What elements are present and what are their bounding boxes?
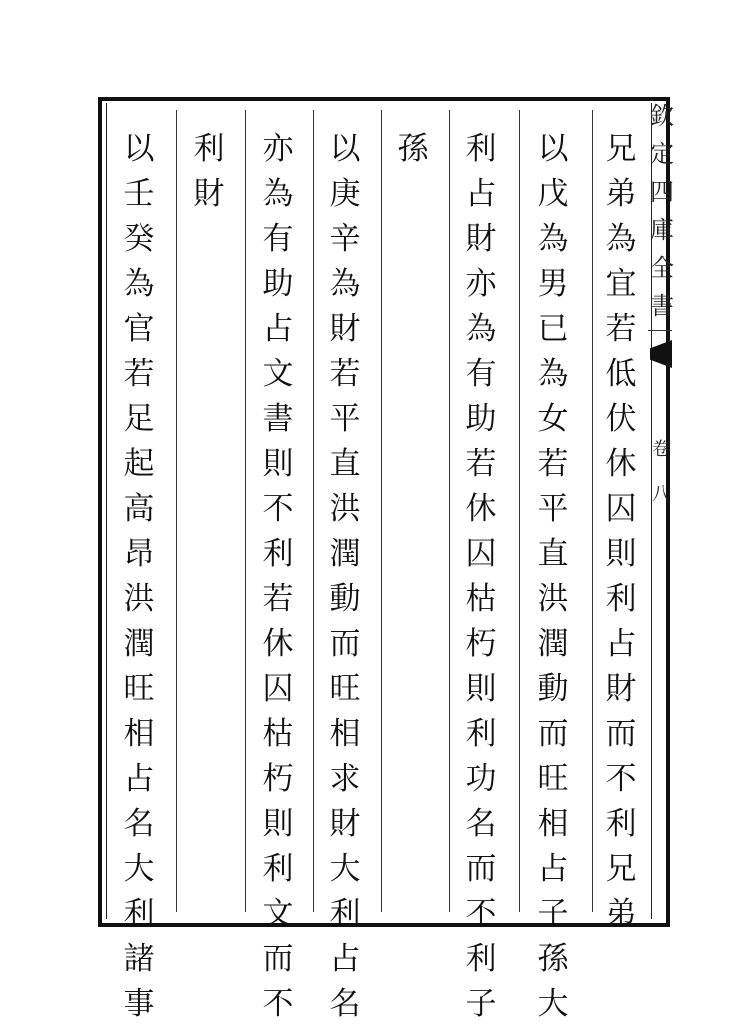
character: 官 <box>123 311 155 347</box>
character: 辛 <box>329 221 361 257</box>
character: 為 <box>537 356 569 392</box>
character: 占 <box>537 851 569 887</box>
spine-character: 庫 <box>650 216 674 244</box>
character: 為 <box>537 221 569 257</box>
character: 利 <box>465 716 497 752</box>
text-column-3 <box>458 131 504 1034</box>
character: 壬 <box>123 176 155 212</box>
character: 不 <box>262 986 294 1022</box>
character: 已 <box>537 311 569 347</box>
character: 潤 <box>329 536 361 572</box>
character: 為 <box>329 266 361 302</box>
character: 休 <box>465 491 497 527</box>
character: 潤 <box>537 626 569 662</box>
character: 宜 <box>605 266 637 302</box>
character: 不 <box>465 896 497 932</box>
character: 名 <box>123 806 155 842</box>
character: 亦 <box>465 266 497 302</box>
character: 財 <box>465 221 497 257</box>
spine-character: 全 <box>650 254 674 282</box>
column-rule <box>245 110 246 912</box>
character: 財 <box>329 806 361 842</box>
character: 枯 <box>465 581 497 617</box>
character: 弟 <box>605 896 637 932</box>
text-column-4 <box>390 131 436 179</box>
character: 為 <box>262 176 294 212</box>
text-column-5 <box>322 131 368 1034</box>
character: 朽 <box>262 761 294 797</box>
character: 若 <box>262 581 294 617</box>
column-rule <box>449 110 450 912</box>
character: 亦 <box>262 131 294 167</box>
character: 則 <box>262 806 294 842</box>
character: 財 <box>329 311 361 347</box>
character: 休 <box>605 446 637 482</box>
character: 而 <box>537 716 569 752</box>
character: 旺 <box>537 761 569 797</box>
character: 休 <box>262 626 294 662</box>
character: 助 <box>262 266 294 302</box>
character: 囚 <box>465 536 497 572</box>
column-rule <box>176 110 177 912</box>
spine-volume <box>650 440 672 530</box>
character: 大 <box>329 851 361 887</box>
character: 若 <box>329 356 361 392</box>
character: 大 <box>537 986 569 1022</box>
character: 低 <box>605 356 637 392</box>
character: 昂 <box>123 536 155 572</box>
character: 洪 <box>537 581 569 617</box>
character: 而 <box>262 941 294 977</box>
column-rule <box>313 110 314 912</box>
character: 不 <box>262 491 294 527</box>
character: 直 <box>537 536 569 572</box>
character: 利 <box>329 896 361 932</box>
character: 有 <box>262 221 294 257</box>
character: 兄 <box>605 131 637 167</box>
text-column-2 <box>530 131 576 1034</box>
character: 以 <box>123 131 155 167</box>
character: 占 <box>465 176 497 212</box>
character: 利 <box>193 131 225 167</box>
character: 囚 <box>605 491 637 527</box>
spine-character: 卷 <box>652 439 670 460</box>
character: 女 <box>537 401 569 437</box>
character: 大 <box>123 851 155 887</box>
character: 動 <box>537 671 569 707</box>
character: 以 <box>537 131 569 167</box>
character: 高 <box>123 491 155 527</box>
character: 戊 <box>537 176 569 212</box>
character: 事 <box>123 986 155 1022</box>
character: 利 <box>605 581 637 617</box>
character: 諸 <box>123 941 155 977</box>
character: 求 <box>329 761 361 797</box>
spine-title <box>648 104 676 332</box>
character: 子 <box>537 896 569 932</box>
character: 若 <box>465 446 497 482</box>
character: 財 <box>193 176 225 212</box>
character: 利 <box>465 941 497 977</box>
character: 若 <box>123 356 155 392</box>
character: 平 <box>537 491 569 527</box>
character: 書 <box>262 401 294 437</box>
character: 功 <box>465 761 497 797</box>
character: 洪 <box>123 581 155 617</box>
character: 文 <box>262 896 294 932</box>
character: 為 <box>605 221 637 257</box>
character: 若 <box>605 311 637 347</box>
spine-character: 四 <box>650 178 674 206</box>
spine-divider <box>648 330 672 331</box>
spine-character: 定 <box>650 140 674 168</box>
character: 男 <box>537 266 569 302</box>
character: 旺 <box>123 671 155 707</box>
character: 利 <box>262 536 294 572</box>
character: 則 <box>465 671 497 707</box>
character: 以 <box>329 131 361 167</box>
character: 孫 <box>397 131 429 167</box>
character: 子 <box>465 986 497 1022</box>
spine-character: 欽 <box>650 102 674 130</box>
character: 占 <box>123 761 155 797</box>
character: 而 <box>465 851 497 887</box>
character: 洪 <box>329 491 361 527</box>
character: 文 <box>262 356 294 392</box>
text-column-1 <box>598 131 644 944</box>
character: 相 <box>537 806 569 842</box>
column-rule <box>519 110 520 912</box>
character: 足 <box>123 401 155 437</box>
character: 潤 <box>123 626 155 662</box>
character: 則 <box>262 446 294 482</box>
text-column-6 <box>255 131 301 1034</box>
character: 則 <box>605 536 637 572</box>
character: 弟 <box>605 176 637 212</box>
column-rule <box>592 110 593 912</box>
character: 起 <box>123 446 155 482</box>
character: 伏 <box>605 401 637 437</box>
character: 占 <box>605 626 637 662</box>
character: 若 <box>537 446 569 482</box>
character: 兄 <box>605 851 637 887</box>
text-column-8 <box>116 131 162 1034</box>
text-column-7 <box>186 131 232 224</box>
character: 直 <box>329 446 361 482</box>
character: 利 <box>262 851 294 887</box>
spine-character: 八 <box>652 484 670 505</box>
character: 孫 <box>537 941 569 977</box>
character: 為 <box>465 311 497 347</box>
character: 朽 <box>465 626 497 662</box>
character: 名 <box>465 806 497 842</box>
character: 囚 <box>262 671 294 707</box>
character: 助 <box>465 401 497 437</box>
character: 相 <box>123 716 155 752</box>
character: 利 <box>605 806 637 842</box>
character: 不 <box>605 761 637 797</box>
character: 利 <box>465 131 497 167</box>
character: 利 <box>123 896 155 932</box>
character: 而 <box>329 626 361 662</box>
column-rule <box>381 110 382 912</box>
character: 動 <box>329 581 361 617</box>
character: 占 <box>329 941 361 977</box>
character: 而 <box>605 716 637 752</box>
character: 名 <box>329 986 361 1022</box>
character: 庚 <box>329 176 361 212</box>
character: 為 <box>123 266 155 302</box>
character: 占 <box>262 311 294 347</box>
spine-character: 書 <box>650 292 674 320</box>
character: 財 <box>605 671 637 707</box>
character: 相 <box>329 716 361 752</box>
character: 枯 <box>262 716 294 752</box>
character: 癸 <box>123 221 155 257</box>
character: 平 <box>329 401 361 437</box>
character: 有 <box>465 356 497 392</box>
character: 旺 <box>329 671 361 707</box>
